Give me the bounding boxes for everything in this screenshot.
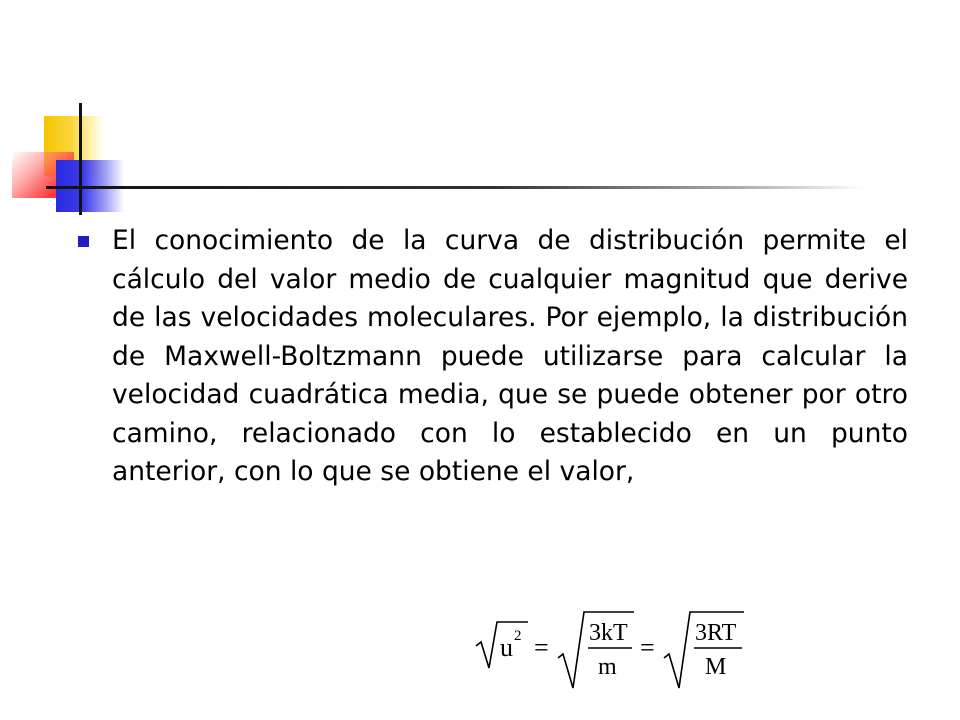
formula-lhs-exponent: 2 <box>514 628 522 644</box>
frac2-denominator: M <box>705 654 727 680</box>
formula-lhs: u <box>500 633 513 662</box>
bullet-paragraph: El conocimiento de la curva de distribución permite el cálculo del valor medio de cualquier magnitud que derive de las velocidades moleculares. Por ejemplo, la distribución de Maxwell-Boltzmann puede utilizarse para calcular la velocidad cuadrática media, que se puede obtener por otro camino, relacionado con lo establecido en un punto anterior, con lo que se obtiene el valor, <box>112 225 908 487</box>
formula-svg <box>474 610 774 690</box>
rms-velocity-formula <box>474 610 774 690</box>
bullet-square-icon <box>78 236 89 247</box>
frac1-numerator: 3kT <box>589 620 628 646</box>
logo-vertical-line <box>79 103 82 215</box>
corner-logo <box>0 0 960 240</box>
title-divider-line <box>46 186 866 189</box>
formula-equals-2: = <box>640 633 655 662</box>
frac2-numerator: 3RT <box>695 620 737 646</box>
bullet-list <box>78 222 908 492</box>
formula-equals-1: = <box>534 633 549 662</box>
frac1-denominator: m <box>598 654 617 680</box>
